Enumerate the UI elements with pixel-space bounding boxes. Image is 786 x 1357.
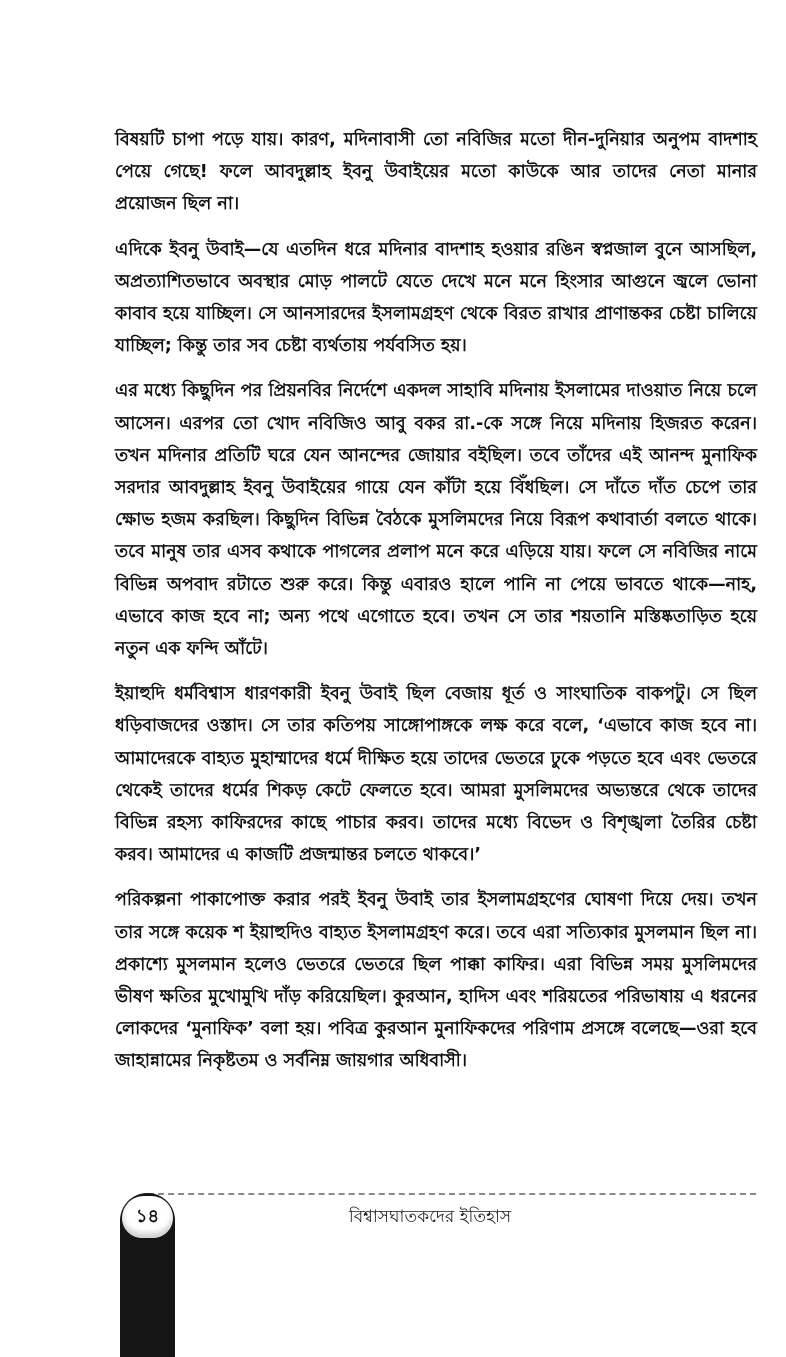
body-text: [115, 124, 757, 1091]
paragraph-3: এর মধ্যে কিছুদিন পর প্রিয়নবির নির্দেশে একদল সাহাবি মদিনায় ইসলামের দাওয়াত নিয়ে চলে আসেন। এরপর তো খোদ নবিজিও আবু বকর রা.-কে সঙ্গে নিয়ে মদিনায় হিজরত করেন। তখন মদিনার প্রতিটি ঘরে যেন আনন্দের জোয়ার বইছিল। তবে তাঁদের এই আনন্দ মুনাফিক সরদার আবদুল্লাহ ইবনু উবাইয়ের গায়ে যেন কাঁটা হয়ে বিঁধছিল। সে দাঁতে দাঁত চেপে তার ক্ষোভ হজম করছিল। কিছুদিন বিভিন্ন বৈঠকে মুসলিমদের নিয়ে বিরূপ কথাবার্তা বলতে থাকে। তবে মানুষ তার এসব কথাকে পাগলের প্রলাপ মনে করে এড়িয়ে যায়। ফলে সে নবিজির নামে বিভিন্ন অপবাদ রটাতে শুরু করে। কিন্তু এবারও হালে পানি না পেয়ে ভাবতে থাকে—নাহ, এভাবে কাজ হবে না; অন্য পথে এগোতে হবে। তখন সে তার শয়তানি মস্তিষ্কতাড়িত হয়ে নতুন এক ফন্দি আঁটে।: [115, 381, 757, 660]
paragraph-5: পরিকল্পনা পাকাপোক্ত করার পরই ইবনু উবাই তার ইসলামগ্রহণের ঘোষণা দিয়ে দেয়। তখন তার সঙ্গে কয়েক শ ইয়াহুদিও বাহ্যত ইসলামগ্রহণ করে। তবে এরা সত্যিকার মুসলমান ছিল না। প্রকাশ্যে মুসলমান হলেও ভেতরে ভেতরে ছিল পাক্কা কাফির। এরা বিভিন্ন সময় মুসলিমদের ভীষণ ক্ষতির মুখোমুখি দাঁড় করিয়েছিল। কুরআন, হাদিস এবং শরিয়তের পরিভাষায় এ ধরনের লোকদের ‘মুনাফিক’ বলা হয়। পবিত্র কুরআন মুনাফিকদের পরিণাম প্রসঙ্গে বলেছে—ওরা হবে জাহান্নামের নিকৃষ্টতম ও সর্বনিম্ন জায়গার অধিবাসী।: [115, 890, 757, 1072]
paragraph-1: বিষয়টি চাপা পড়ে যায়। কারণ, মদিনাবাসী তো নবিজির মতো দীন-দুনিয়ার অনুপম বাদশাহ পেয়ে গেছে! ফলে আবদুল্লাহ ইবনু উবাইয়ের মতো কাউকে আর তাদের নেতা মানার প্রয়োজন ছিল না।: [115, 130, 757, 215]
page-number: ১৪: [122, 1196, 173, 1238]
paragraph-4: ইয়াহুদি ধর্মবিশ্বাস ধারণকারী ইবনু উবাই ছিল বেজায় ধূর্ত ও সাংঘাতিক বাকপটু। সে ছিল ধড়িবাজদের ওস্তাদ। সে তার কতিপয় সাঙ্গোপাঙ্গকে লক্ষ করে বলে, ‘এভাবে কাজ হবে না। আমাদেরকে বাহ্যত মুহাম্মাদের ধর্মে দীক্ষিত হয়ে তাদের ভেতরে ঢুকে পড়তে হবে এবং ভেতরে থেকেই তাদের ধর্মের শিকড় কেটে ফেলতে হবে। আমরা মুসলিমদের অভ্যন্তরে থেকে তাদের বিভিন্ন রহস্য কাফিরদের কাছে পাচার করব। তাদের মধ্যে বিভেদ ও বিশৃঙ্খলা তৈরির চেষ্টা করব। আমাদের এ কাজটি প্রজন্মান্তর চলতে থাকবে।’: [115, 684, 757, 866]
page-tab: [120, 1193, 175, 1357]
paragraph-2: এদিকে ইবনু উবাই—যে এতদিন ধরে মদিনার বাদশাহ হওয়ার রঙিন স্বপ্নজাল বুনে আসছিল, অপ্রত্যাশিতভাবে অবস্থার মোড় পালটে যেতে দেখে মনে মনে হিংসার আগুনে জ্বলে ভোনা কাবাব হয়ে যাচ্ছিল। সে আনসারদের ইসলামগ্রহণ থেকে বিরত রাখার প্রাণান্তকর চেষ্টা চালিয়ে যাচ্ছিল; কিন্তু তার সব চেষ্টা ব্যর্থতায় পর্যবসিত হয়।: [115, 239, 757, 357]
running-title: বিশ্বাসঘাতকদের ইতিহাস: [348, 1207, 512, 1227]
footer-divider: [148, 1193, 756, 1195]
